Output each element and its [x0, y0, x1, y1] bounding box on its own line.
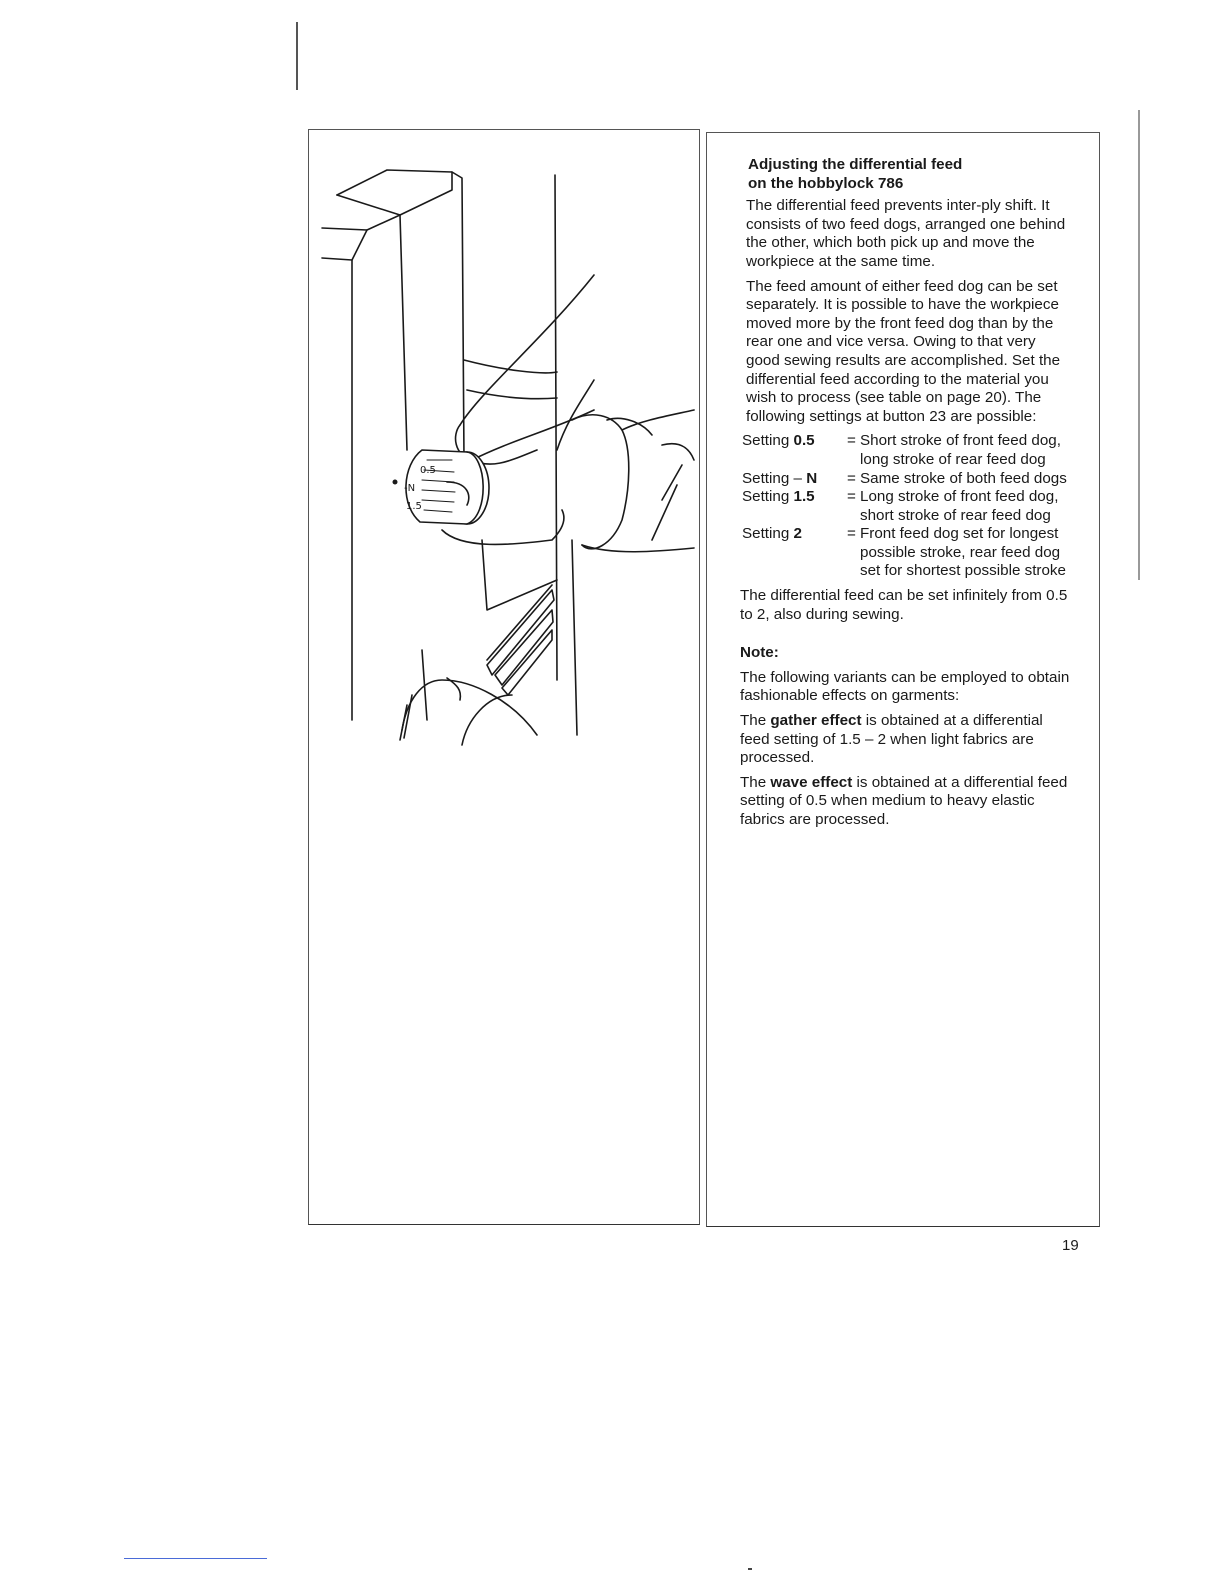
heading-line-2: on the hobbylock 786: [748, 174, 904, 192]
intro-paragraph: The differential feed prevents inter-ply shift. It consists of two feed dogs, arranged one behind the other, which both pick up and move the workpiece at the same time.: [746, 197, 1066, 270]
infinite-setting-paragraph: The differential feed can be set infinitely from 0.5 to 2, also during sewing.: [740, 587, 1068, 623]
settings-list: [742, 432, 1070, 581]
setting-value: N: [806, 469, 818, 487]
setting-description: Same stroke of both feed dogs: [860, 469, 1067, 487]
equals-sign: =: [847, 525, 856, 543]
wave-effect-paragraph: The wave effect is obtained at a differential feed setting of 0.5 when medium to heavy elastic fabrics are processed.: [740, 773, 1068, 828]
setting-row: [742, 470, 1070, 489]
setting-description: Front feed dog set for longest possible stroke, rear feed dog set for shortest possible stroke: [860, 525, 1066, 580]
setting-row: [742, 488, 1070, 525]
setting-value: 0.5: [793, 432, 815, 450]
link-underline: [124, 1558, 267, 1559]
heading-line-1: Adjusting the differential feed: [748, 156, 963, 173]
gather-effect-paragraph: The gather effect is obtained at a differential feed setting of 1.5 – 2 when light fabrics are processed.: [740, 712, 1043, 767]
setting-row: [742, 525, 1070, 581]
scan-mark: [748, 1568, 752, 1570]
setting-label: Setting 0.5: [742, 432, 815, 450]
equals-sign: =: [847, 488, 856, 506]
settings-paragraph: The feed amount of either feed dog can be set separately. It is possible to have the workpiece moved more by the front feed dog than by the rear one and vice versa. Owing to that very good sewing results are accomplished. Set the differential feed according to the material you wish to process (see table on page 20). The following settings at button 23 are possible:: [746, 277, 1061, 425]
setting-label: Setting 1.5: [742, 488, 815, 506]
setting-description: Short stroke of front feed dog, long stroke of rear feed dog: [860, 432, 1061, 468]
note-heading: Note:: [740, 644, 779, 662]
dial-label-top: 0.5: [420, 465, 436, 476]
content-column: [740, 156, 1070, 836]
equals-sign: =: [847, 432, 856, 450]
note-intro: The following variants can be employed to obtain fashionable effects on garments:: [740, 668, 1070, 705]
scan-mark: [1138, 110, 1140, 580]
setting-label: Setting 2: [742, 525, 802, 543]
setting-row: [742, 432, 1070, 469]
dial-label-bottom: 1.5: [406, 501, 422, 512]
setting-value: 1.5: [793, 488, 815, 506]
page-number: 19: [1062, 1237, 1079, 1254]
setting-value: 2: [793, 525, 802, 543]
section-heading: [748, 156, 1070, 193]
gather-effect-term: gather effect: [770, 712, 862, 730]
wave-effect-term: wave effect: [770, 773, 853, 791]
dial-label-middle: -N: [404, 483, 416, 494]
illustration-hand-adjusting-dial: [312, 160, 697, 750]
setting-label: Setting – N: [742, 469, 818, 487]
setting-description: Long stroke of front feed dog, short stroke of rear feed dog: [860, 488, 1059, 524]
dial-indicator-mark: [393, 480, 398, 485]
equals-sign: =: [847, 469, 856, 487]
scan-mark: [296, 22, 298, 90]
